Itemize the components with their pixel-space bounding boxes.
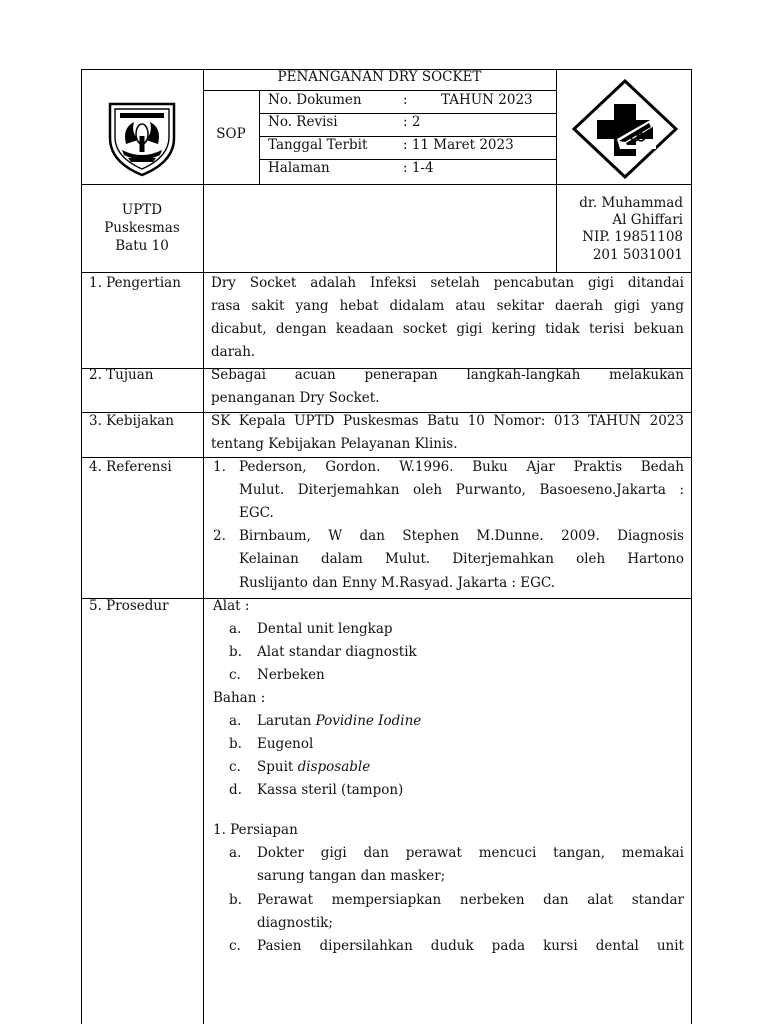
signatory-line: Al Ghiffari xyxy=(612,212,683,228)
section-label: 5. Prosedur xyxy=(89,598,169,614)
unit-name-line: Batu 10 xyxy=(115,238,169,254)
meta-label: No. Dokumen xyxy=(268,92,362,108)
signatory-line: 201 5031001 xyxy=(592,247,683,263)
meta-label: Halaman xyxy=(268,160,330,176)
ref-line: Birnbaum, W dan Stephen M.Dunne. 2009. Diagnosis xyxy=(239,528,684,544)
regional-emblem-logo xyxy=(104,100,180,178)
body-line: tentang Kebijakan Pelayanan Klinis. xyxy=(211,436,458,452)
list-marker: c. xyxy=(229,759,241,775)
step-line: Dokter gigi dan perawat mencuci tangan, memakai xyxy=(257,845,684,861)
meta-label: Tanggal Terbit xyxy=(268,137,368,153)
list-item: Nerbeken xyxy=(257,667,325,683)
sop-label: SOP xyxy=(216,126,246,142)
list-item: Spuit disposable xyxy=(257,759,371,775)
step-heading: 1. Persiapan xyxy=(213,822,298,838)
body-line: Dry Socket adalah Infeksi setelah pencabutan gigi ditandai xyxy=(211,275,684,291)
list-marker: b. xyxy=(229,736,242,752)
list-marker: c. xyxy=(229,938,241,954)
list-marker: a. xyxy=(229,845,242,861)
list-heading: Bahan : xyxy=(213,690,266,706)
list-marker: a. xyxy=(229,621,242,637)
list-marker: b. xyxy=(229,892,242,908)
list-marker: d. xyxy=(229,782,242,798)
ref-line: Ruslijanto dan Enny M.Rasyad. Jakarta : EGC. xyxy=(239,575,556,591)
step-line: Pasien dipersilahkan duduk pada kursi dental unit xyxy=(257,938,684,954)
list-item: Larutan Povidine Iodine xyxy=(257,713,422,729)
ref-line: Kelainan dalam Mulut. Diterjemahkan oleh Hartono xyxy=(239,551,684,567)
meta-value: TAHUN 2023 xyxy=(441,92,533,108)
body-line: dicabut, dengan keadaan socket gigi kering tidak terisi bekuan xyxy=(211,321,684,337)
meta-label: No. Revisi xyxy=(268,114,338,130)
body-line: rasa sakit yang hebat didalam atau sekitar daerah gigi yang xyxy=(211,298,684,314)
ref-number: 2. xyxy=(213,528,226,544)
meta-colon: : xyxy=(403,92,408,108)
step-line: Perawat mempersiapkan nerbeken dan alat standar xyxy=(257,892,684,908)
list-marker: b. xyxy=(229,644,242,660)
step-line: diagnostik; xyxy=(257,915,333,931)
section-label: 2. Tujuan xyxy=(89,367,154,383)
section-label: 4. Referensi xyxy=(89,459,172,475)
ref-line: EGC. xyxy=(239,505,274,521)
document-title: PENANGANAN DRY SOCKET xyxy=(277,69,482,85)
signatory-line: dr. Muhammad xyxy=(579,195,683,211)
list-item: Kassa steril (tampon) xyxy=(257,782,404,798)
signatory-line: NIP. 19851108 xyxy=(582,229,683,245)
list-marker: a. xyxy=(229,713,242,729)
section-label: 1. Pengertian xyxy=(89,275,181,291)
list-item: Dental unit lengkap xyxy=(257,621,393,637)
body-line: SK Kepala UPTD Puskesmas Batu 10 Nomor: 013 TAHUN 2023 xyxy=(211,413,684,429)
list-item: Eugenol xyxy=(257,736,314,752)
meta-value: : 11 Maret 2023 xyxy=(403,137,514,153)
step-line: sarung tangan dan masker; xyxy=(257,868,446,884)
section-label: 3. Kebijakan xyxy=(89,413,175,429)
ref-number: 1. xyxy=(213,459,226,475)
list-marker: c. xyxy=(229,667,241,683)
unit-name-line: UPTD xyxy=(121,202,163,218)
body-line: penanganan Dry Socket. xyxy=(211,390,380,406)
meta-value: : 1-4 xyxy=(403,160,434,176)
meta-value: : 2 xyxy=(403,114,421,130)
body-line: Sebagai acuan penerapan langkah-langkah melakukan xyxy=(211,367,684,383)
ref-line: Pederson, Gordon. W.1996. Buku Ajar Praktis Bedah xyxy=(239,459,684,475)
puskesmas-cross-logo xyxy=(572,79,678,179)
body-line: darah. xyxy=(211,344,256,360)
ref-line: Mulut. Diterjemahkan oleh Purwanto, Basoeseno.Jakarta : xyxy=(239,482,684,498)
unit-name-line: Puskesmas xyxy=(104,220,180,236)
list-item: Alat standar diagnostik xyxy=(257,644,417,660)
list-heading: Alat : xyxy=(213,598,250,614)
